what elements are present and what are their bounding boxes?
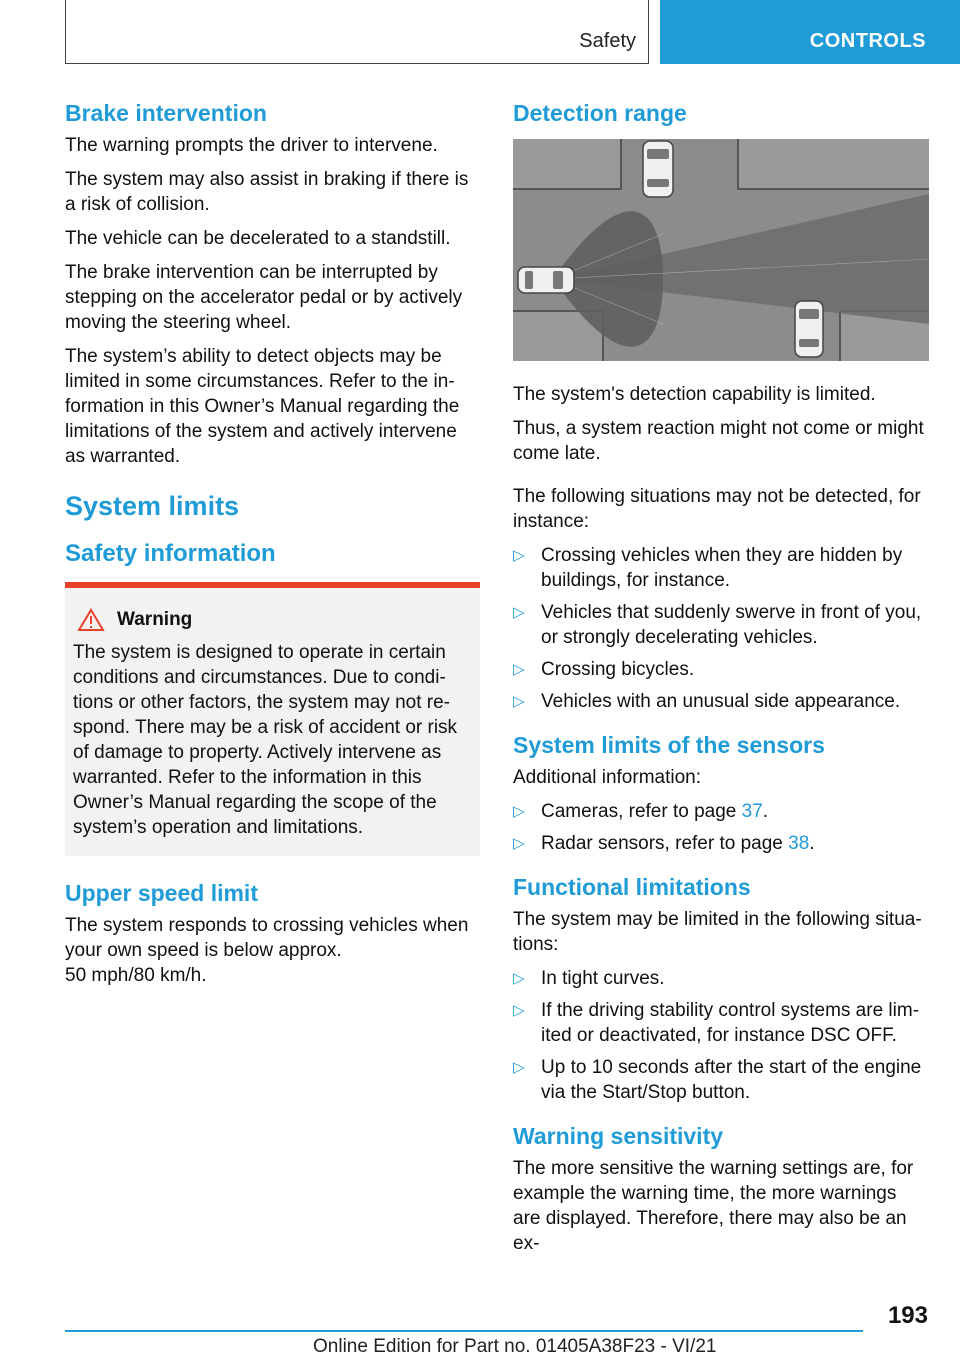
sensitivity-paragraph-1: The more sensitive the warning settings are, for example the warning time, the more warnings are displayed. Therefore, there may also be an ex- — [513, 1158, 914, 1254]
list-item: ▷ Cameras, refer to page 37. — [513, 801, 769, 822]
list-item: ▷ Crossing bicycles. — [513, 659, 695, 680]
header-section-label: Safety — [579, 30, 636, 52]
triangle-right-icon: ▷ — [513, 1002, 525, 1019]
triangle-right-icon: ▷ — [513, 970, 525, 987]
functional-limitations-heading: Functional limitations — [513, 874, 751, 900]
detection-paragraph-2: Thus, a system reaction might not come or might come late. — [513, 418, 924, 464]
right-column — [513, 100, 929, 1265]
detection-paragraph-3: The following situations may not be detected, for instance: — [513, 486, 921, 532]
safety-information-heading: Safety information — [65, 540, 276, 567]
warning-box — [65, 582, 480, 856]
brake-paragraph-2: The system may also assist in braking if there is a risk of collision. — [65, 169, 469, 215]
car-left — [518, 267, 574, 293]
brake-paragraph-4: The brake intervention can be interrupted by stepping on the accelerator pedal or by actively moving the steering wheel. — [65, 262, 463, 333]
triangle-right-icon: ▷ — [513, 693, 525, 710]
brake-paragraph-3: The vehicle can be decelerated to a standstill. — [65, 228, 451, 249]
speed-paragraph-1: The system responds to crossing vehicles when your own speed is below approx. — [65, 915, 469, 961]
detection-range-heading: Detection range — [513, 100, 687, 126]
warning-triangle-icon — [77, 608, 105, 632]
list-item: ▷ Radar sensors, refer to page 38. — [513, 833, 815, 854]
triangle-right-icon: ▷ — [513, 547, 525, 564]
page-number: 193 — [887, 1302, 928, 1329]
header-chapter-tab — [660, 0, 960, 64]
warning-title: Warning — [117, 609, 193, 630]
list-item: ▷ Vehicles with an unusual side appearance. — [513, 691, 901, 712]
upper-speed-limit-heading: Upper speed limit — [65, 880, 258, 906]
detection-paragraph-1: The system's detection capability is limited. — [513, 384, 876, 405]
list-item: ▷ In tight curves. — [513, 968, 665, 989]
brake-paragraph-1: The warning prompts the driver to intervene. — [65, 135, 438, 156]
list-item: ▷ Up to 10 seconds after the start of the engine via the Start/Stop button. — [513, 1057, 922, 1103]
list-item: ▷ Crossing vehicles when they are hidden by buildings, for instance. — [513, 545, 903, 591]
functional-list — [513, 966, 929, 1105]
warning-text: The system is designed to operate in certain conditions and circumstances. Due to conditions or other factors, the system may not respond. There may be a risk of accident or risk of damage to property. Actively intervene as warranted. Refer to the information in this Owner’s Manual regarding the scope of the system’s operation and limitations. — [73, 642, 458, 838]
header-section-box — [65, 0, 649, 64]
left-column — [65, 100, 480, 997]
system-limits-heading: System limits — [65, 491, 240, 521]
car-top — [643, 141, 673, 197]
detection-range-figure — [513, 139, 929, 361]
footer-edition: Online Edition for Part no. 01405A38F23 - VI/21 — [313, 1336, 717, 1357]
sensors-limits-heading: System limits of the sensors — [513, 732, 825, 758]
list-item: ▷ Vehicles that suddenly swerve in front of you, or strongly decelerating vehicles. — [513, 602, 922, 648]
footer-divider — [65, 1330, 863, 1332]
header-chapter-label: CONTROLS — [809, 30, 926, 52]
brake-intervention-heading: Brake intervention — [65, 100, 267, 126]
triangle-right-icon: ▷ — [513, 1059, 525, 1076]
sensors-paragraph-1: Additional information: — [513, 767, 701, 788]
triangle-right-icon: ▷ — [513, 803, 525, 820]
page-link-37[interactable]: 37 — [741, 801, 763, 822]
triangle-right-icon: ▷ — [513, 604, 525, 621]
car-bottom — [795, 301, 823, 357]
sensors-list — [513, 799, 929, 856]
triangle-right-icon: ▷ — [513, 661, 525, 678]
triangle-right-icon: ▷ — [513, 835, 525, 852]
functional-paragraph-1: The system may be limited in the following situations: — [513, 909, 922, 955]
speed-paragraph-2: 50 mph/80 km/h. — [65, 965, 207, 986]
page-link-38[interactable]: 38 — [788, 833, 810, 854]
brake-paragraph-5: The system’s ability to detect objects may be limited in some circumstances. Refer to the information in this Owner’s Manual regarding the limitations of the system and actively intervene as warranted. — [65, 346, 460, 467]
list-item: ▷ If the driving stability control systems are limited or deactivated, for instance DSC OFF. — [513, 1000, 920, 1046]
warning-sensitivity-heading: Warning sensitivity — [513, 1123, 724, 1149]
detection-list — [513, 543, 929, 714]
